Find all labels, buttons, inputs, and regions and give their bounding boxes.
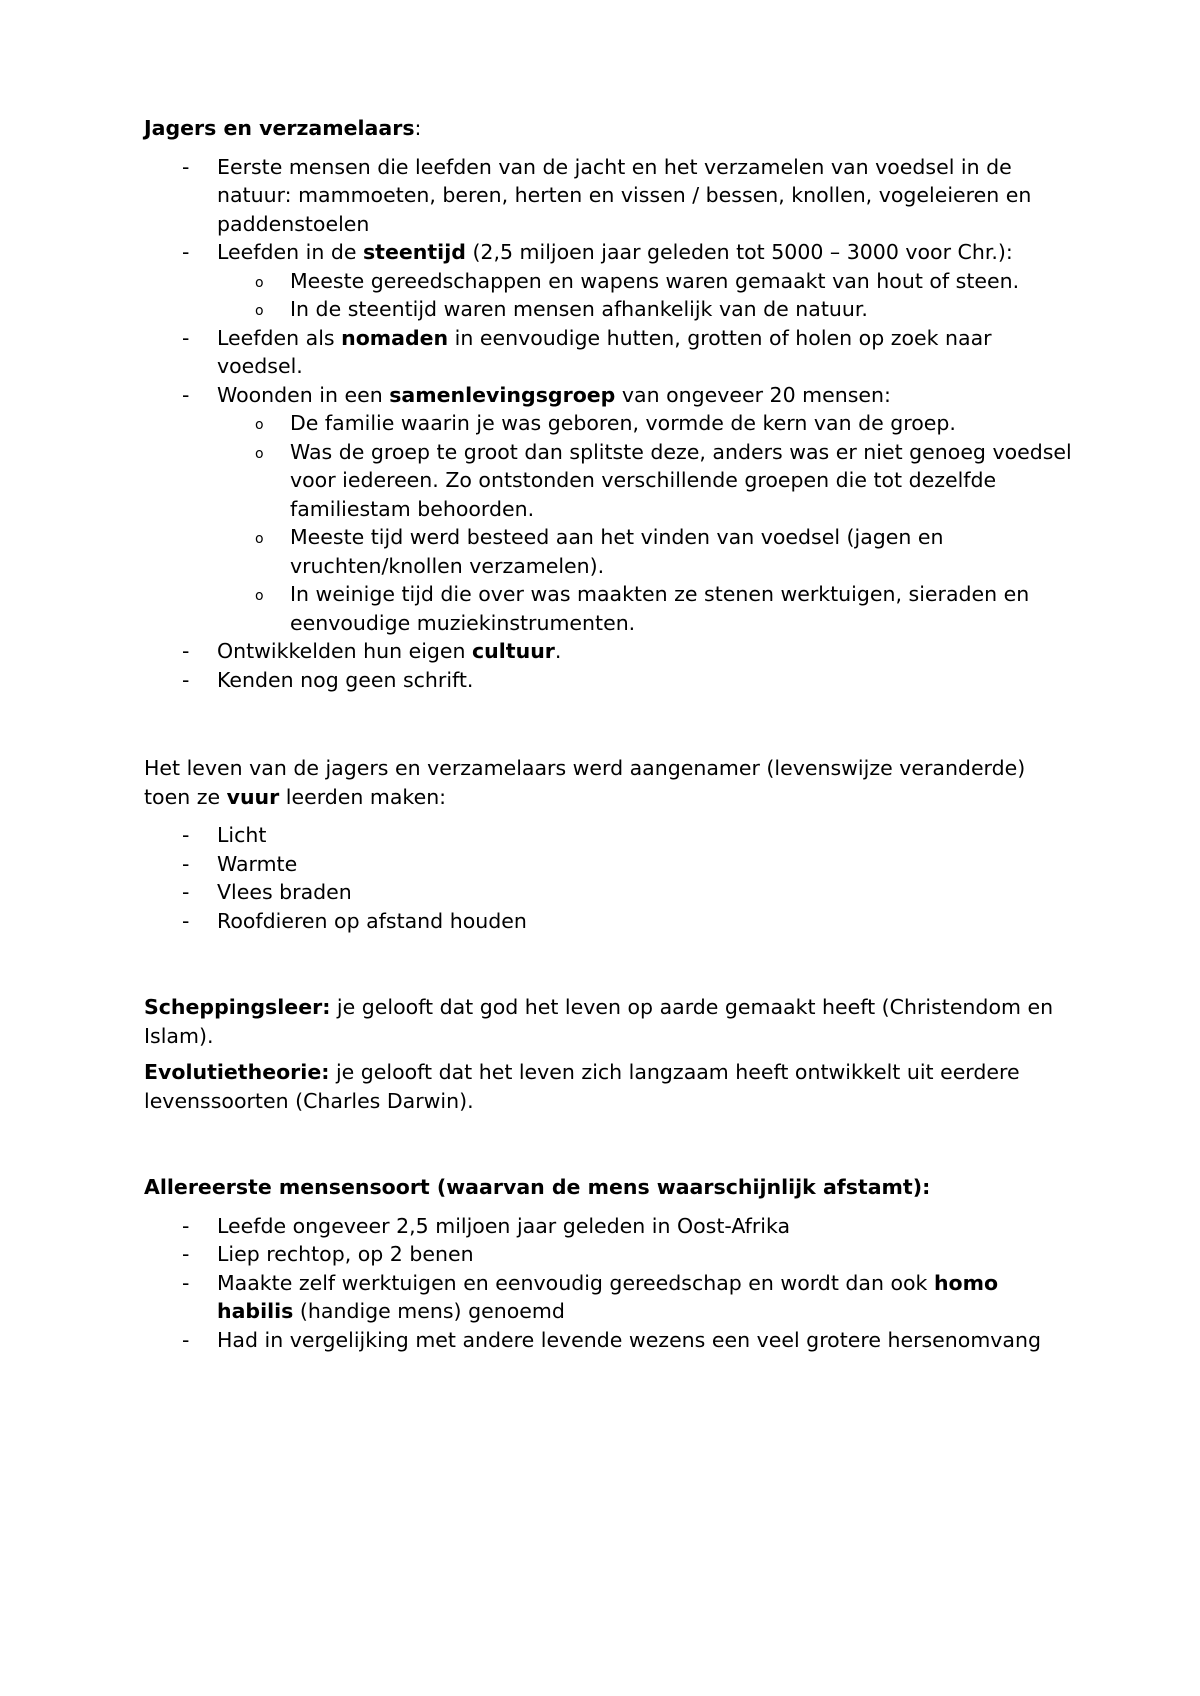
sublist-item xyxy=(217,580,1074,637)
sublist xyxy=(217,409,1074,637)
sublist-item xyxy=(217,438,1074,524)
heading-colon: : xyxy=(414,116,422,140)
term-scheppingsleer: Scheppingsleer: xyxy=(144,995,331,1019)
list-item xyxy=(144,238,1074,324)
dash-bullet: - xyxy=(182,1213,190,1238)
item-text: van ongeveer 20 mensen: xyxy=(615,382,891,407)
subitem-text: In weinige tijd die over was maakten ze stenen werktuigen, sieraden en eenvoudige muziekinstrumenten. xyxy=(290,582,1030,635)
dash-bullet: - xyxy=(182,325,190,350)
intro-text: Het leven van de jagers en verzamelaars werd aangenamer (levenswijze veranderde) toen ze xyxy=(144,756,1026,809)
circle-bullet: o xyxy=(255,588,264,604)
intro-text: leerden maken: xyxy=(279,784,447,809)
item-text: Vlees braden xyxy=(217,880,352,904)
item-text: (2,5 miljoen jaar geleden tot 5000 – 3000 voor Chr.): xyxy=(465,240,1013,264)
dash-bullet: - xyxy=(182,1242,190,1266)
item-text: Roofdieren op afstand houden xyxy=(217,908,527,933)
item-bold-term: steentijd xyxy=(362,240,466,264)
subitem-text: De familie waarin je was geboren, vormde de kern van de groep. xyxy=(290,411,956,435)
item-text: Licht xyxy=(217,823,267,847)
item-bold-term: nomaden xyxy=(341,325,449,350)
subitem-text: Meeste gereedschappen en wapens waren gemaakt van hout of steen. xyxy=(290,268,1020,293)
list-item xyxy=(144,666,1074,695)
circle-bullet: o xyxy=(255,274,264,291)
circle-bullet: o xyxy=(255,303,264,319)
dash-bullet: - xyxy=(182,823,190,847)
list-item xyxy=(144,153,1074,239)
dash-bullet: - xyxy=(182,1327,190,1352)
dash-bullet: - xyxy=(182,851,190,876)
list-item xyxy=(144,850,1074,879)
item-text: (handige mens) genoemd xyxy=(293,1299,565,1323)
dash-bullet: - xyxy=(182,639,190,663)
sublist-item xyxy=(217,267,1074,296)
list-item xyxy=(144,878,1074,907)
dash-bullet: - xyxy=(182,667,190,692)
item-text: Had in vergelijking met andere levende wezens een veel grotere hersenomvang xyxy=(217,1327,1041,1352)
item-text: Kenden nog geen schrift. xyxy=(217,667,474,692)
dash-bullet: - xyxy=(182,880,190,904)
item-text: Leefden als xyxy=(217,325,342,350)
evolutietheorie-paragraph xyxy=(144,1058,1074,1115)
list-item xyxy=(144,1240,1074,1269)
item-text: Leefde ongeveer 2,5 miljoen jaar geleden in Oost-Afrika xyxy=(217,1213,791,1238)
item-text: Woonden in een xyxy=(217,382,390,407)
dash-bullet: - xyxy=(182,382,190,407)
dash-bullet: - xyxy=(182,240,190,264)
dash-bullet: - xyxy=(182,1270,190,1295)
heading-text: Jagers en verzamelaars xyxy=(144,116,415,140)
definition-text: je gelooft dat het leven zich langzaam heeft ontwikkelt uit eerdere levenssoorten (Charles Darwin). xyxy=(144,1060,1020,1113)
circle-bullet: o xyxy=(255,445,264,462)
subitem-text: Was de groep te groot dan splitste deze, anders was er niet genoeg voedsel voor iedereen. Zo ontstonden verschillende groepen die tot dezelfde familiestam behoorden. xyxy=(290,439,1072,521)
jagers-list xyxy=(144,153,1074,695)
sublist-item xyxy=(217,409,1074,438)
section-heading-mensensoort: Allereerste mensensoort (waarvan de mens waarschijnlijk afstamt): xyxy=(144,1175,931,1199)
list-item xyxy=(144,821,1074,850)
circle-bullet: o xyxy=(255,531,264,547)
item-text: Eerste mensen die leefden van de jacht en het verzamelen van voedsel in de natuur: mammoeten, beren, herten en vissen / bessen, knollen, vogeleieren en paddenstoelen xyxy=(217,154,1032,236)
subitem-text: Meeste tijd werd besteed aan het vinden van voedsel (jagen en vruchten/knollen verzamelen). xyxy=(290,525,944,578)
list-item xyxy=(144,1212,1074,1241)
section-heading-jagers xyxy=(144,114,1074,143)
term-evolutietheorie: Evolutietheorie: xyxy=(144,1060,330,1084)
item-bold-term: homo habilis xyxy=(217,1270,999,1323)
dash-bullet: - xyxy=(182,908,190,933)
circle-bullet: o xyxy=(255,417,264,433)
item-text: Leefden in de xyxy=(217,240,363,264)
item-text: Liep rechtop, op 2 benen xyxy=(217,1242,474,1266)
item-text: in eenvoudige hutten, grotten of holen op zoek naar voedsel. xyxy=(217,325,992,378)
definition-text: je gelooft dat god het leven op aarde gemaakt heeft (Christendom en Islam). xyxy=(144,995,1054,1048)
subitem-text: In de steentijd waren mensen afhankelijk van de natuur. xyxy=(290,297,868,321)
item-bold-term: samenlevingsgroep xyxy=(389,382,616,407)
intro-bold-term: vuur xyxy=(226,784,280,809)
sublist-item xyxy=(217,295,1074,324)
mensensoort-list xyxy=(144,1212,1074,1355)
item-text: Warmte xyxy=(217,851,298,876)
list-item xyxy=(144,381,1074,638)
sublist-item xyxy=(217,523,1074,580)
item-text: Ontwikkelden hun eigen xyxy=(217,639,473,663)
item-text: Maakte zelf werktuigen en eenvoudig gereedschap en wordt dan ook xyxy=(217,1270,934,1295)
item-bold-term: cultuur xyxy=(472,639,555,663)
list-item xyxy=(144,637,1074,666)
sublist xyxy=(217,267,1074,324)
list-item xyxy=(144,324,1074,381)
document-content xyxy=(144,114,1074,1354)
list-item xyxy=(144,907,1074,936)
vuur-intro-paragraph xyxy=(144,754,1074,811)
item-text: . xyxy=(554,639,562,663)
scheppingsleer-paragraph xyxy=(144,993,1074,1050)
list-item xyxy=(144,1326,1074,1355)
list-item xyxy=(144,1269,1074,1326)
vuur-list xyxy=(144,821,1074,935)
dash-bullet: - xyxy=(182,154,190,179)
